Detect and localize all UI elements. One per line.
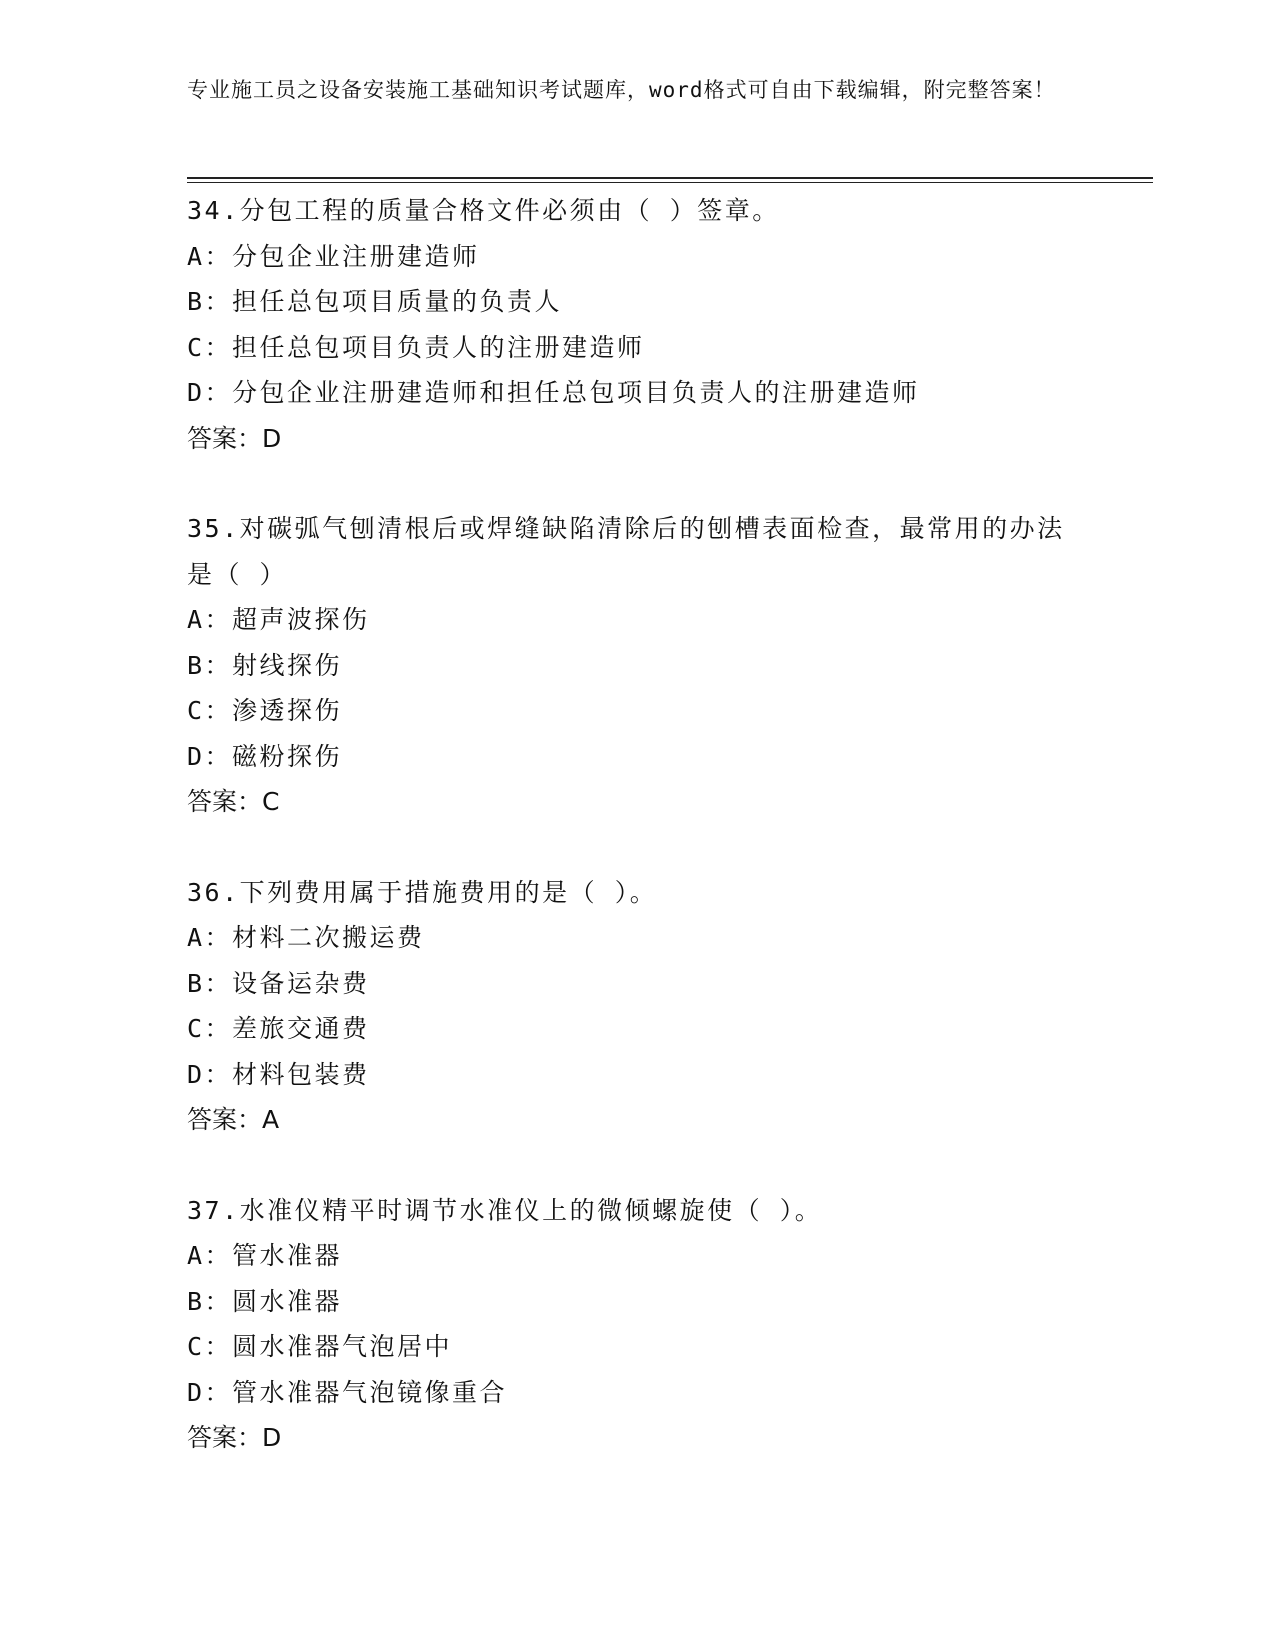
question-list: [187, 188, 1087, 1506]
option-a: A：分包企业注册建造师: [187, 241, 480, 271]
question-stem: 36.下列费用属于措施费用的是（ ）。: [187, 877, 658, 907]
option-d: D：材料包装费: [187, 1059, 370, 1089]
option-c: C：渗透探伤: [187, 696, 343, 725]
option-b: B：设备运杂费: [187, 968, 370, 998]
header-divider-thin: [187, 182, 1153, 183]
document-header: 专业施工员之设备安装施工基础知识考试题库，word格式可自由下载编辑，附完整答案！: [187, 78, 1056, 102]
answer-label: 答案：D: [187, 1423, 282, 1452]
option-a: A：材料二次搬运费: [187, 923, 425, 952]
question-36: [187, 870, 1087, 1143]
option-b: B：圆水准器: [187, 1286, 343, 1316]
answer-label: 答案：A: [187, 1105, 280, 1134]
option-d: D：磁粉探伤: [187, 741, 343, 771]
question-stem: 34.分包工程的质量合格文件必须由（ ）签章。: [187, 196, 780, 225]
question-stem: 35.对碳弧气刨清根后或焊缝缺陷清除后的刨槽表面检查，最常用的办法是（ ）: [187, 514, 1065, 589]
option-c: C：差旅交通费: [187, 1014, 370, 1043]
header-divider-thick: [187, 177, 1153, 179]
option-d: D：分包企业注册建造师和担任总包项目负责人的注册建造师: [187, 378, 920, 407]
answer-label: 答案：C: [187, 787, 280, 816]
option-b: B：担任总包项目质量的负责人: [187, 287, 563, 316]
question-35: [187, 506, 1087, 825]
option-c: C：圆水准器气泡居中: [187, 1332, 453, 1361]
question-34: [187, 188, 1087, 461]
option-a: A：超声波探伤: [187, 605, 370, 634]
answer-label: 答案：D: [187, 423, 282, 453]
option-a: A：管水准器: [187, 1241, 343, 1270]
question-37: [187, 1188, 1087, 1461]
question-stem: 37.水准仪精平时调节水准仪上的微倾螺旋使（ ）。: [187, 1195, 823, 1225]
option-d: D：管水准器气泡镜像重合: [187, 1377, 508, 1407]
option-b: B：射线探伤: [187, 650, 343, 680]
option-c: C：担任总包项目负责人的注册建造师: [187, 332, 645, 362]
